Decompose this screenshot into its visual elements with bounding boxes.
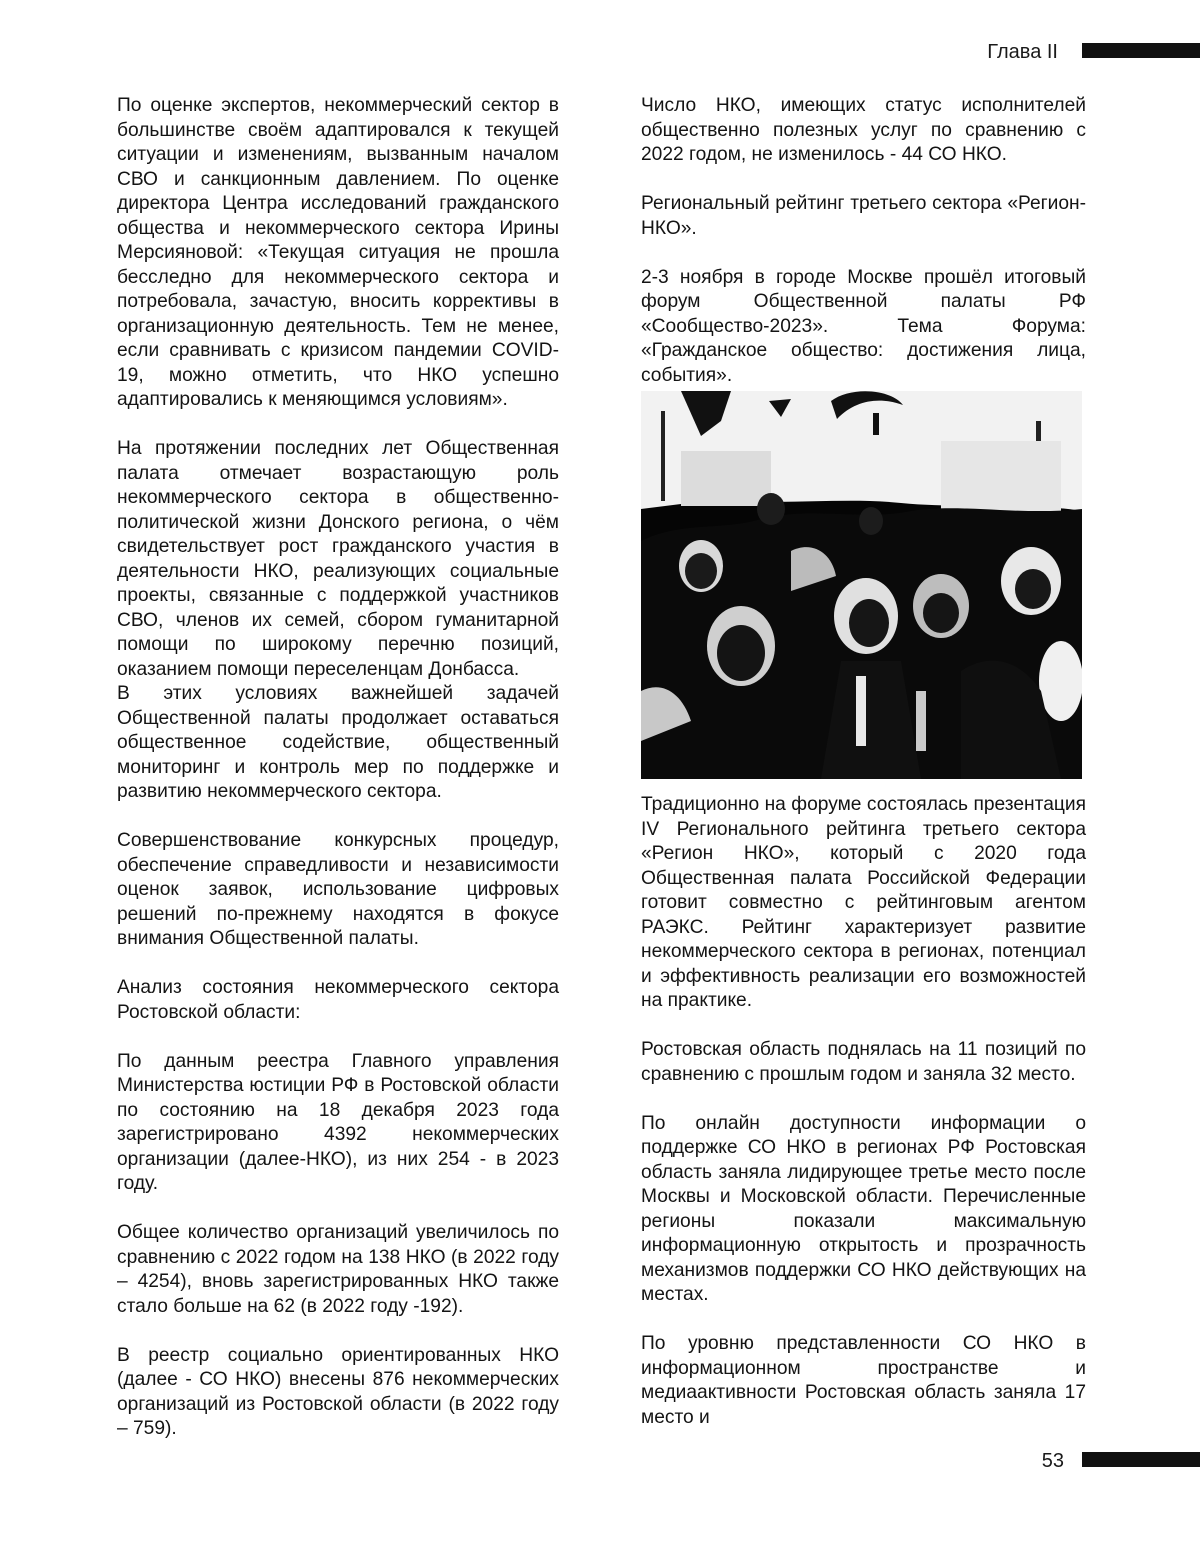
paragraph: Анализ состояния некоммерческого сектора Ростовской области: [117,977,559,1023]
footer-bar [1082,1452,1200,1467]
left-column [117,94,559,1466]
paragraph: На протяжении последних лет Общественная палата отмечает возрастающую роль некоммерческого сектора в общественно-политической жизни Донского региона, о чём свидетельствует рост гражданского участия в деятельности НКО, реализующих социальные проекты, связанные с поддержкой участников СВО, членов их семей, сбором гуманитарной помощи по широкому перечню позиций, оказанием помощи переселенцам Донбасса. [117,438,559,680]
paragraph: По оценке экспертов, некоммерческий сектор в большинстве своём адаптировался к текущей ситуации и изменениям, вызванным началом СВО и санкционным давлением. По оценке директора Центра исследований гражданского общества и некоммерческого сектора Ирины Мерсияновой: «Текущая ситуация не прошла бесследно для некоммерческого сектора и потребовала, зачастую, вносить коррективы в организационную деятельность. Тем не менее, если сравнивать с кризисом пандемии COVID-19, можно отметить, что НКО успешно адаптировались к меняющимся условиям». [117,95,559,410]
paragraph: Ростовская область поднялась на 11 позиций по сравнению с прошлым годом и заняла 32 место. [641,1039,1086,1085]
right-column [641,94,1086,1455]
paragraph: По уровню представленности СО НКО в информационном пространстве и медиаактивности Ростовская область заняла 17 место и [641,1333,1086,1428]
paragraph: Региональный рейтинг третьего сектора «Регион-НКО». [641,193,1086,239]
page-number: 53 [1041,1450,1064,1472]
chapter-label: Глава II [987,41,1058,63]
header-bar [1082,43,1200,58]
forum-photo [641,391,1082,779]
paragraph: 2-3 ноября в городе Москве прошёл итоговый форум Общественной палаты РФ «Сообщество-2023». Тема Форума: «Гражданское общество: достижения лица, события». [641,266,1086,386]
paragraph: Совершенствование конкурсных процедур, обеспечение справедливости и независимости оценок заявок, использование цифровых решений по-прежнему находятся в фокусе внимания Общественной палаты. [117,830,559,949]
paragraph: Традиционно на форуме состоялась презентация IV Регионального рейтинга третьего сектора «Регион НКО», который с 2020 года Общественная палата Российской Федерации готовит совместно с рейтинговым агентом РАЭКС. Рейтинг характеризует развитие некоммерческого сектора в регионах, потенциал и эффективность реализации его возможностей на практике. [641,794,1086,1011]
paragraph: В этих условиях важнейшей задачей Общественной палаты продолжает оставаться общественное содействие, общественный мониторинг и контроль мер по поддержке и развитию некоммерческого сектора. [117,683,559,802]
forum-crowd-image [641,391,1082,779]
paragraph: Общее количество организаций увеличилось по сравнению с 2022 годом на 138 НКО (в 2022 году – 4254), вновь зарегистрированных НКО также стало больше на 62 (в 2022 году -192). [117,1222,559,1317]
paragraph: Число НКО, имеющих статус исполнителей общественно полезных услуг по сравнению с 2022 годом, не изменилось - 44 СО НКО. [641,95,1086,165]
paragraph: По данным реестра Главного управления Министерства юстиции РФ в Ростовской области по состоянию на 18 декабря 2023 года зарегистрировано 4392 некоммерческих организации (далее-НКО), из них 254 - в 2023 году. [117,1050,559,1194]
paragraph: В реестр социально ориентированных НКО (далее - СО НКО) внесены 876 некоммерческих организаций из Ростовской области (в 2022 году – 759). [117,1344,559,1439]
paragraph: По онлайн доступности информации о поддержке СО НКО в регионах РФ Ростовская область заняла лидирующее третье место после Москвы и Московской области. Перечисленные регионы показали максимальную информационную открытость и прозрачность механизмов поддержки СО НКО действующих на местах. [641,1112,1086,1305]
